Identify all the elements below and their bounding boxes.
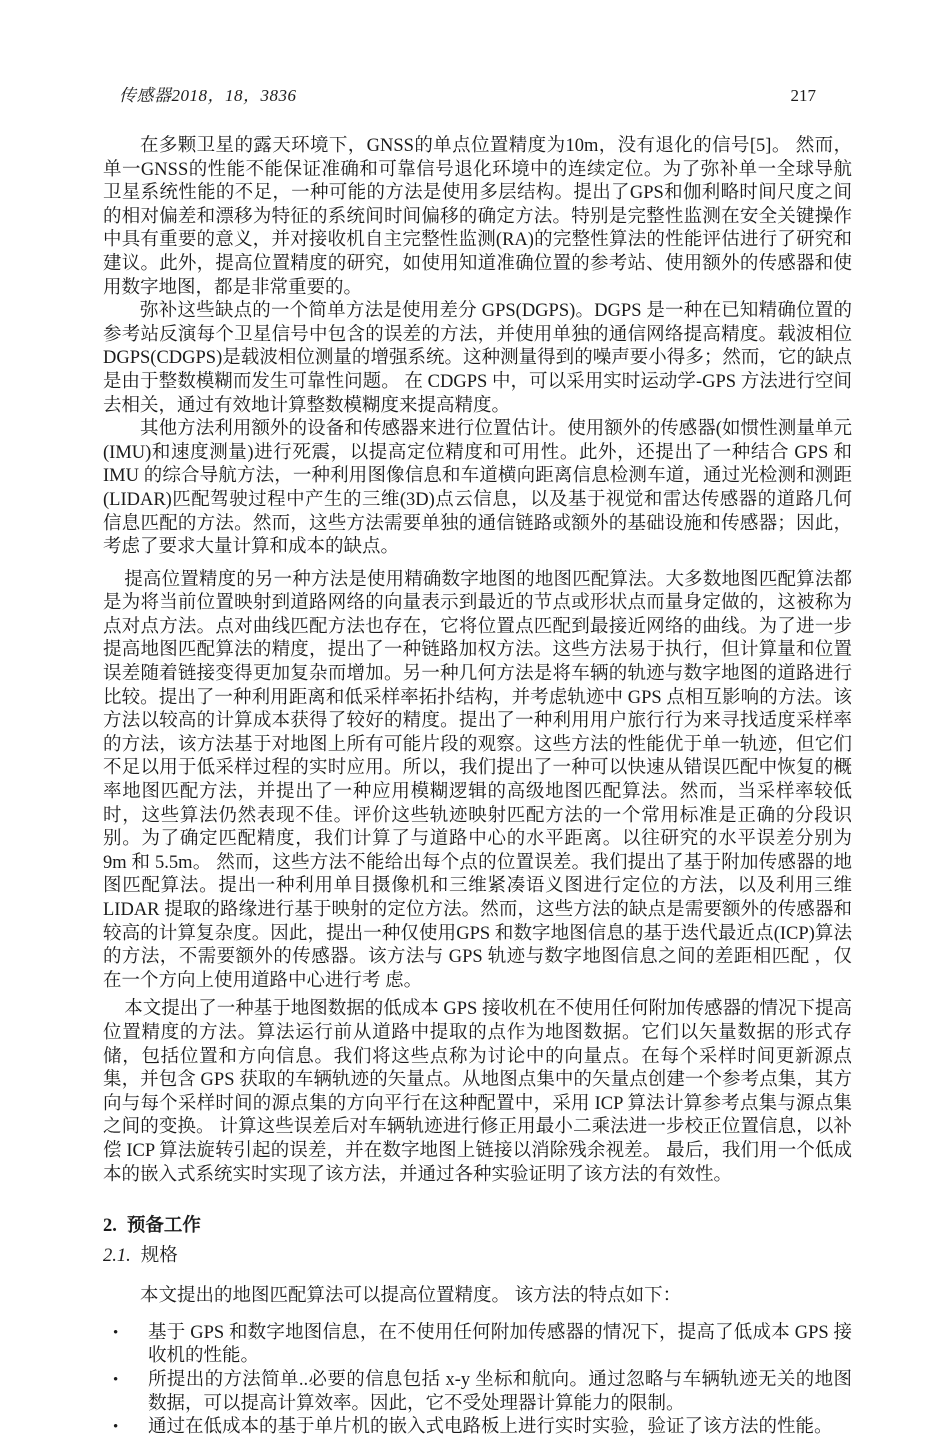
running-header [103,86,852,106]
paragraph-map-matching: 提高位置精度的另一种方法是使用精确数字地图的地图匹配算法。大多数地图匹配算法都是为将当前位置映射到道路网络的向量表示到最近的节点或形状点而量身定做的，这被称为点对点方法。点对曲线匹配方法也存在，它将位置点匹配到最接近网络的曲线。为了进一步提高地图匹配算法的精度，提出了一种链路加权方法。这些方法易于执行，但计算量和位置误差随着链接变得更加复杂而增加。另一种几何方法是将车辆的轨迹与数字地图的道路进行比较。提出了一种利用距离和低采样率拓扑结构，并考虑轨迹中 GPS 点相互影响的方法。该方法以较高的计算成本获得了较好的精度。提出了一种利用用户旅行行为来寻找适度采样率的方法，该方法基于对地图上所有可能片段的观察。这些方法的性能优于单一轨迹，但它们不足以用于低采样过程的实时应用。所以，我们提出了一种可以快速从错误匹配中恢复的概率地图匹配方法，并提出了一种应用模糊逻辑的高级地图匹配算法。然而，当采样率较低时，这些算法仍然表现不佳。评价这些轨迹映射匹配方法的一个常用标准是正确的分段识别。为了确定匹配精度，我们计算了与道路中心的水平距离。以往研究的水平误差分别为 9m 和 5.5m。 然而，这些方法不能给出每个点的位置误差。我们提出了基于附加传感器的地图匹配算法。提出一种利用单目摄像机和三维紧凑语义图进行定位的方法，以及利用三维 LIDAR 提取的路缘进行基于映射的定位方法。然而，这些方法的缺点是需要额外的传感器和较高的计算复杂度。因此，提出一种仅使用GPS 和数字地图信息的基于迭代最近点(ICP)算法的方法，不需要额外的传感器。该方法与 GPS 轨迹与数字地图信息之间的差距相匹配 ，仅在一个方向上使用道路中心进行考 虑。 [103,569,852,991]
body-text [103,135,852,1440]
feature-list [103,1322,852,1440]
list-item-text: 通过在低成本的基于单片机的嵌入式电路板上进行实时实验，验证了该方法的性能。 [148,1417,833,1438]
subsection-title: 规格 [140,1246,178,1267]
bullet-icon: • [113,1324,119,1341]
list-item [113,1322,852,1369]
list-item-text: 基于 GPS 和数字地图信息，在不使用任何附加传感器的情况下，提高了低成本 GPS 接收机的性能。 [148,1322,852,1367]
list-item [113,1416,852,1440]
section-title: 预备工作 [126,1216,201,1237]
paragraph-extra-sensors: 其他方法利用额外的设备和传感器来进行位置估计。使用额外的传感器(如惯性测量单元(IMU)和速度测量)进行死震，以提高定位精度和可用性。此外，还提出了一种结合 GPS 和 IMU 的综合导航方法，一种利用图像信息和车道横向距离信息检测车道，通过光检测和测距(LIDAR)匹配驾驶过程中产生的三维(3D)点云信息，以及基于视觉和雷达传感器的道路几何信息匹配的方法。然而，这些方法需要单独的通信链路或额外的基础设施和传感器；因此，考虑了要求大量计算和成本的缺点。 [103,419,852,558]
list-item [113,1369,852,1416]
list-item-text: 所提出的方法简单..必要的信息包括 x-y 坐标和航向。通过忽略与车辆轨迹无关的地图数据，可以提高计算效率。因此，它不受处理器计算能力的限制。 [148,1369,852,1414]
page-number: 217 [790,86,816,105]
bullet-icon: • [113,1419,119,1436]
paragraph-proposed-method: 本文提出了一种基于地图数据的低成本 GPS 接收机在不使用任何附加传感器的情况下提高位置精度的方法。算法运行前从道路中提取的点作为地图数据。它们以矢量数据的形式存储，包括位置和方向信息。我们将这些点称为讨论中的向量点。在每个采样时间更新源点集，并包含 GPS 获取的车辆轨迹的矢量点。从地图点集中的矢量点创建一个参考点集，其方向与每个采样时间的源点集的方向平行在这种配置中，采用 ICP 算法计算参考点集与源点集之间的变换。 计算这些误差后对车辆轨迹进行修正用最小二乘法进一步校正位置信息，以补偿 ICP 算法旋转引起的误差，并在数字地图上链接以消除残余视差。 最后，我们用一个低成本的嵌入式系统实时实现了该方法，并通过各种实验证明了该方法的有效性。 [103,999,852,1185]
paragraph-gnss-intro: 在多颗卫星的露天环境下，GNSS的单点位置精度为10m，没有退化的信号[5]。 然而，单一GNSS的性能不能保证准确和可靠信号退化环境中的连续定位。为了弥补单一全球导航卫星系统性能的不足，一种可能的方法是使用多层结构。提出了GPS和伽利略时间尺度之间的相对偏差和漂移为特征的系统间时间偏移的确定方法。特别是完整性监测在安全关键操作中具有重要的意义，并对接收机自主完整性监测(RA)的完整性算法的性能评估进行了研究和建议。此外，提高位置精度的研究，如使用知道准确位置的参考站、使用额外的传感器和使用数字地图，都是非常重要的。 [103,136,852,298]
subsection-number: 2.1. [103,1246,131,1267]
section-number: 2. [103,1216,117,1237]
paragraph-dgps: 弥补这些缺点的一个简单方法是使用差分 GPS(DGPS)。DGPS 是一种在已知精确位置的参考站反演每个卫星信号中包含的误差的方法，并使用单独的通信网络提高精度。载波相位 DGPS(CDGPS)是载波相位测量的增强系统。这种测量得到的噪声要小得多；然而，它的缺点是由于整数模糊而发生可靠性问题。 在 CDGPS 中，可以采用实时运动学-GPS 方法进行空间去相关，通过有效地计算整数模糊度来提高精度。 [103,301,852,416]
bullet-icon: • [113,1371,119,1388]
subsection-heading-specs [103,1245,852,1267]
section-heading-preliminaries [103,1215,852,1237]
journal-citation: 传感器2018，18，3836 [119,86,297,105]
features-intro: 本文提出的地图匹配算法可以提高位置精度。 该方法的特点如下： [140,1286,682,1307]
